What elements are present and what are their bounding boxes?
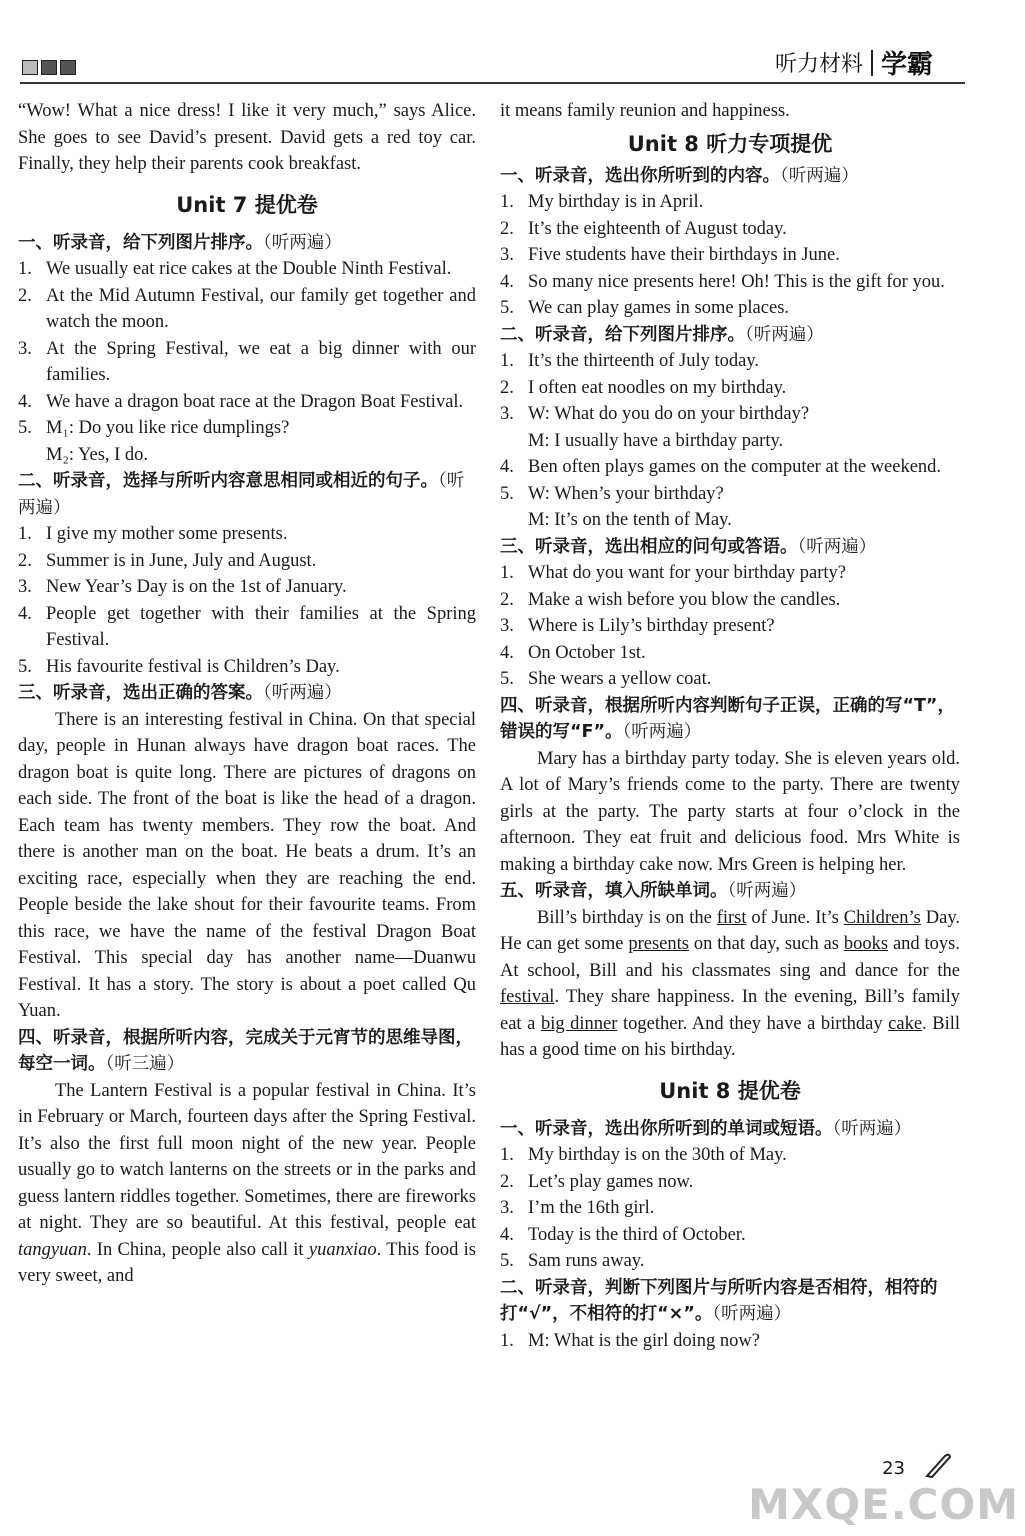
list-item: 2. At the Mid Autumn Festival, our family get together and watch the moon. bbox=[18, 285, 476, 332]
section-heading: 三、听录音，选出相应的问句或答语。（听两遍） bbox=[500, 536, 877, 557]
list-item: 5. Sam runs away. bbox=[500, 1251, 645, 1271]
list-item: 5. His favourite festival is Children’s Day. bbox=[18, 656, 340, 677]
answer-blank: big dinner bbox=[540, 1013, 618, 1034]
list-item: 5. W: When’s your birthday? bbox=[500, 483, 724, 504]
section-heading: 五、听录音，填入所缺单词。（听两遍） bbox=[500, 881, 807, 901]
answer-blank: first bbox=[716, 907, 747, 928]
left-column bbox=[18, 98, 476, 1290]
header-separator bbox=[871, 50, 873, 76]
answer-blank: festival bbox=[500, 987, 555, 1007]
section-heading: 二、听录音，判断下列图片与所听内容是否相符，相符的打“√”，不相符的打“×”。（听两遍） bbox=[500, 1277, 938, 1324]
list-item: 4. So many nice presents here! Oh! This is the gift for you. bbox=[500, 271, 945, 292]
list-item: 4. People get together with their families at the Spring Festival. bbox=[18, 603, 476, 650]
list-item: 5. M₁: Do you like rice dumplings? bbox=[18, 418, 290, 438]
list-item: 1. I give my mother some presents. bbox=[18, 524, 288, 544]
section-heading: 三、听录音，选出正确的答案。（听两遍） bbox=[18, 683, 342, 703]
passage: The Lantern Festival is a popular festival in China. It’s in February or March, fourteen days after the Spring Festival. It’s also the first full moon night of the new year. People usually go to watch lanterns on the streets or in the parks and guess lantern riddles together. Sometimes, there are fireworks at night. They are so beautiful. At this festival, people eat tangyuan. In China, people also call it yuanxiao. This food is very sweet, and bbox=[18, 1080, 476, 1286]
list-item: 5. We can play games in some places. bbox=[500, 298, 790, 318]
header-label: 听力材料 bbox=[774, 52, 863, 77]
list-item: 3. Five students have their birthdays in June. bbox=[500, 245, 840, 265]
list-item: 1. My birthday is on the 30th of May. bbox=[500, 1145, 787, 1165]
intro-paragraph: “Wow! What a nice dress! I like it very much,” says Alice. She goes to see David’s present. David gets a red toy car. Finally, they help their parents cook breakfast. bbox=[18, 101, 476, 174]
list-item: 1. We usually eat rice cakes at the Double Ninth Festival. bbox=[18, 259, 452, 279]
passage-with-blanks: Bill’s birthday is on the first of June. It’s Children’s Day. He can get some presents on that day, such as books and toys. At school, Bill and his classmates sing and dance for the festival. They share happiness. In the evening, Bill’s family eat a big dinner together. And they have a birthday cake. Bill has a good time on his birthday. bbox=[500, 907, 961, 1060]
list-item: 4. Today is the third of October. bbox=[500, 1224, 746, 1245]
section-heading: 一、听录音，给下列图片排序。（听两遍） bbox=[18, 232, 342, 253]
header-marks bbox=[22, 60, 76, 75]
header-right bbox=[775, 44, 933, 81]
list-item: 3. W: What do you do on your birthday? bbox=[500, 404, 810, 424]
section-heading: 二、听录音，给下列图片排序。（听两遍） bbox=[500, 324, 824, 345]
section-heading: 四、听录音，根据所听内容判断句子正误，正确的写“T”，错误的写“F”。（听两遍） bbox=[500, 695, 955, 742]
right-column bbox=[500, 98, 960, 1354]
list-item: 3. At the Spring Festival, we eat a big dinner with our families. bbox=[18, 338, 476, 385]
list-item: 2. Summer is in June, July and August. bbox=[18, 550, 317, 571]
unit8-special-title: Unit 8 听力专项提优 bbox=[627, 131, 833, 156]
list-item: 3. I’m the 16th girl. bbox=[500, 1198, 655, 1218]
passage: Mary has a birthday party today. She is eleven years old. A lot of Mary’s friends come to the party. There are twenty girls at the party. The party starts at four o’clock in the afternoon. They eat fruit and delicious food. Mrs White is making a birthday cake now. Mrs Green is helping her. bbox=[500, 748, 960, 875]
section-heading: 一、听录音，选出你所听到的内容。（听两遍） bbox=[500, 165, 859, 186]
dialogue-line: M₂: Yes, I do. bbox=[46, 444, 149, 465]
list-item: 1. What do you want for your birthday party? bbox=[500, 563, 847, 583]
list-item: 2. I often eat noodles on my birthday. bbox=[500, 377, 787, 398]
list-item: 3. New Year’s Day is on the 1st of January. bbox=[18, 577, 347, 597]
dialogue-line: M: It’s on the tenth of May. bbox=[528, 510, 732, 530]
list-item: 1. It’s the thirteenth of July today. bbox=[500, 351, 760, 371]
answer-blank: Children’s bbox=[843, 907, 921, 928]
list-item: 4. We have a dragon boat race at the Dragon Boat Festival. bbox=[18, 391, 464, 412]
pen-icon bbox=[923, 1450, 953, 1480]
list-item: 3. Where is Lily’s birthday present? bbox=[500, 616, 775, 636]
list-item: 1. M: What is the girl doing now? bbox=[500, 1330, 760, 1351]
list-item: 4. Ben often plays games on the computer at the weekend. bbox=[500, 457, 942, 477]
answer-blank: books bbox=[843, 934, 889, 954]
answer-blank: presents bbox=[628, 934, 689, 954]
unit8-title: Unit 8 提优卷 bbox=[659, 1078, 801, 1103]
page-number: 23 bbox=[882, 1458, 905, 1479]
section-heading: 一、听录音，选出你所听到的单词或短语。（听两遍） bbox=[500, 1118, 912, 1139]
continued-line: it means family reunion and happiness. bbox=[500, 101, 790, 121]
section-heading: 二、听录音，选择与所听内容意思相同或相近的句子。（听两遍） bbox=[18, 471, 465, 518]
answer-blank: cake bbox=[888, 1013, 923, 1034]
passage: There is an interesting festival in China. On that special day, people in Hunan always have dragon boat races. The dragon boat is quite long. There are pictures of dragons on each side. The front of the boat is like the head of a dragon. Each team has twenty members. They row the boat. And there is another man on the boat. He beats a drum. It’s an exciting race, especially when they are reaching the end. People beside the lake shout for their favourite teams. From this race, we have the name of the festival Dragon Boat Festival. This special day has another name—Duanwu Festival. It has a story. The story is about a poet called Qu Yuan. bbox=[18, 709, 476, 1021]
list-item: 2. Let’s play games now. bbox=[500, 1171, 694, 1192]
section-heading: 四、听录音，根据所听内容，完成关于元宵节的思维导图，每空一词。（听三遍） bbox=[18, 1027, 473, 1074]
list-item: 2. It’s the eighteenth of August today. bbox=[500, 218, 787, 239]
header-rule bbox=[20, 82, 965, 84]
list-item: 1. My birthday is in April. bbox=[500, 192, 704, 212]
list-item: 5. She wears a yellow coat. bbox=[500, 669, 712, 689]
dialogue-line: M: I usually have a birthday party. bbox=[528, 430, 784, 451]
header-brand: 学霸 bbox=[880, 50, 933, 80]
unit7-title: Unit 7 提优卷 bbox=[176, 192, 318, 217]
list-item: 4. On October 1st. bbox=[500, 642, 646, 663]
watermark: MXQE.COM bbox=[748, 1480, 1019, 1529]
list-item: 2. Make a wish before you blow the candles. bbox=[500, 589, 841, 610]
